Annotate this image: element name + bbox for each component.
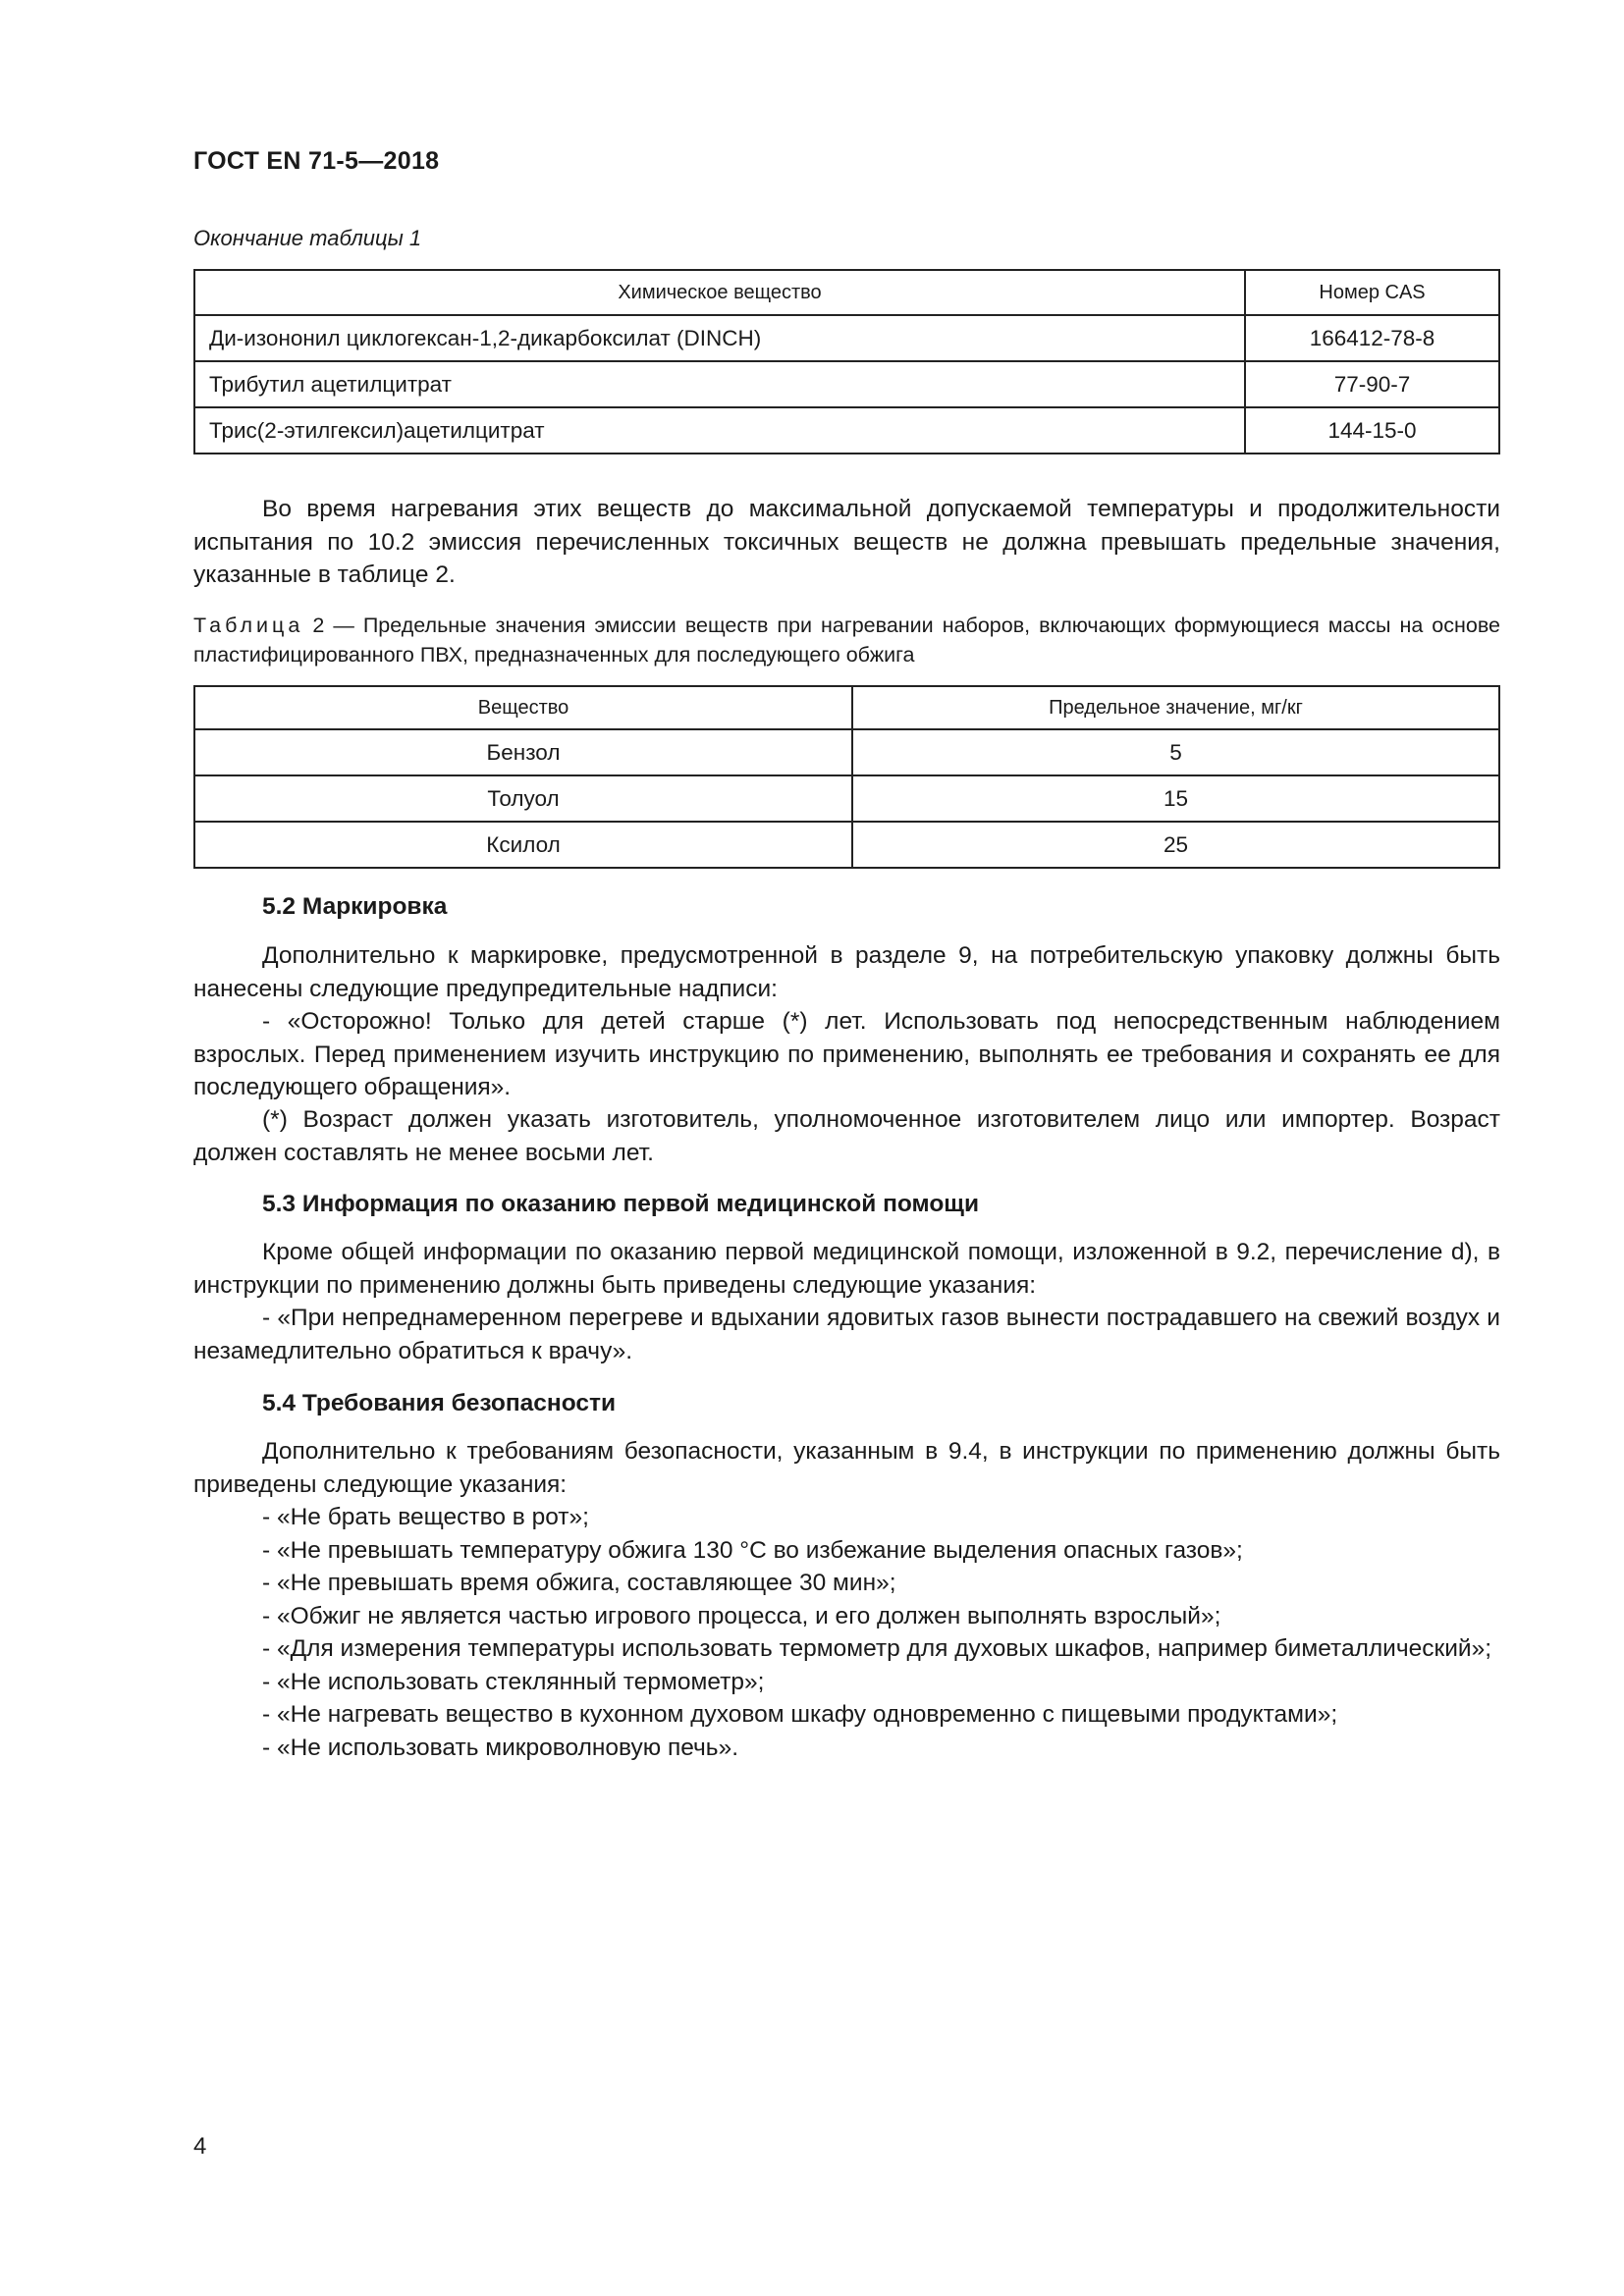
- table-header-row: [194, 686, 1499, 729]
- table2-label: Таблица: [193, 614, 304, 637]
- table-cell: 77-90-7: [1245, 361, 1499, 407]
- table-cell: Ди-изононил циклогексан-1,2-дикарбоксилат (DINCH): [194, 315, 1245, 361]
- table-cell: 15: [852, 775, 1499, 822]
- table-header-cell: Химическое вещество: [194, 270, 1245, 315]
- table-header-cell: Номер CAS: [1245, 270, 1499, 315]
- table-cell: Трис(2-этилгексил)ацетилцитрат: [194, 407, 1245, 454]
- table-header-row: [194, 270, 1499, 315]
- list-item: - «Не превышать температуру обжига 130 °С во избежание выделения опасных газов»;: [262, 1536, 1243, 1564]
- section-5-3-heading: 5.3 Информация по оказанию первой медицинской помощи: [262, 1191, 980, 1217]
- section-5-3-paragraph: Кроме общей информации по оказанию первой медицинской помощи, изложенной в 9.2, перечисление d), в инструкции по применению должны быть приведены следующие указания:: [193, 1239, 1500, 1299]
- table-header-cell: Предельное значение, мг/кг: [852, 686, 1499, 729]
- list-item: - «Не превышать время обжига, составляющее 30 мин»;: [262, 1570, 896, 1596]
- table-cell: Трибутил ацетилцитрат: [194, 361, 1245, 407]
- paragraph-heating: Во время нагревания этих веществ до максимальной допускаемой температуры и продолжительности испытания по 10.2 эмиссия перечисленных токсичных веществ не должна превышать предельные значения, указанные в таблице 2.: [193, 496, 1500, 588]
- table-row: [194, 775, 1499, 822]
- table1: [193, 269, 1500, 454]
- section-5-2-heading: 5.2 Маркировка: [262, 893, 448, 920]
- table-cell: Толуол: [194, 775, 852, 822]
- list-item: - «Обжиг не является частью игрового процесса, и его должен выполнять взрослый»;: [262, 1602, 1221, 1629]
- table2-caption: [193, 611, 1500, 669]
- section-5-2-paragraph: Дополнительно к маркировке, предусмотренной в разделе 9, на потребительскую упаковку должны быть нанесены следующие предупредительные надписи:: [193, 942, 1500, 1002]
- table-row: [194, 407, 1499, 454]
- section-5-4-paragraph: Дополнительно к требованиям безопасности, указанным в 9.4, в инструкции по применению должны быть приведены следующие указания:: [193, 1438, 1500, 1498]
- table-cell: 25: [852, 822, 1499, 868]
- section-5-4-heading: 5.4 Требования безопасности: [262, 1390, 617, 1416]
- table2: [193, 685, 1500, 869]
- list-item: - «Для измерения температуры использовать термометр для духовых шкафов, например биметаллический»;: [262, 1635, 1492, 1662]
- section-5-2-age-note: (*) Возраст должен указать изготовитель, уполномоченное изготовителем лицо или импортер. Возраст должен составлять не менее восьми лет.: [193, 1106, 1500, 1166]
- standard-title: ГОСТ EN 71-5—2018: [193, 147, 440, 175]
- table-header-cell: Вещество: [194, 686, 852, 729]
- table-cell: 166412-78-8: [1245, 315, 1499, 361]
- table-cell: 144-15-0: [1245, 407, 1499, 454]
- section-5-2-warning: - «Осторожно! Только для детей старше (*) лет. Использовать под непосредственным наблюдением взрослых. Перед применением изучить инструкцию по применению, выполнять ее требования и сохранять ее для последующего обращения».: [193, 1008, 1500, 1100]
- table1-caption: Окончание таблицы 1: [193, 226, 422, 250]
- list-item: - «Не использовать стеклянный термометр»;: [262, 1668, 765, 1695]
- table-cell: 5: [852, 729, 1499, 775]
- table-row: [194, 315, 1499, 361]
- page-number: 4: [193, 2133, 207, 2160]
- table2-caption-text: 2 — Предельные значения эмиссии веществ при нагревании наборов, включающих формующиеся массы на основе пластифицированного ПВХ, предназначенных для последующего обжига: [193, 614, 1500, 667]
- section-5-4-list: [193, 1501, 1500, 1764]
- table-row: [194, 822, 1499, 868]
- table-cell: Ксилол: [194, 822, 852, 868]
- list-item: - «Не использовать микроволновую печь».: [262, 1734, 738, 1761]
- section-5-3-instruction: - «При непреднамеренном перегреве и вдыхании ядовитых газов вынести пострадавшего на свежий воздух и незамедлительно обратиться к врачу».: [193, 1305, 1500, 1364]
- list-item: - «Не нагревать вещество в кухонном духовом шкафу одновременно с пищевыми продуктами»;: [262, 1701, 1338, 1728]
- table-cell: Бензол: [194, 729, 852, 775]
- table-row: [194, 361, 1499, 407]
- table-row: [194, 729, 1499, 775]
- list-item: - «Не брать вещество в рот»;: [262, 1504, 589, 1530]
